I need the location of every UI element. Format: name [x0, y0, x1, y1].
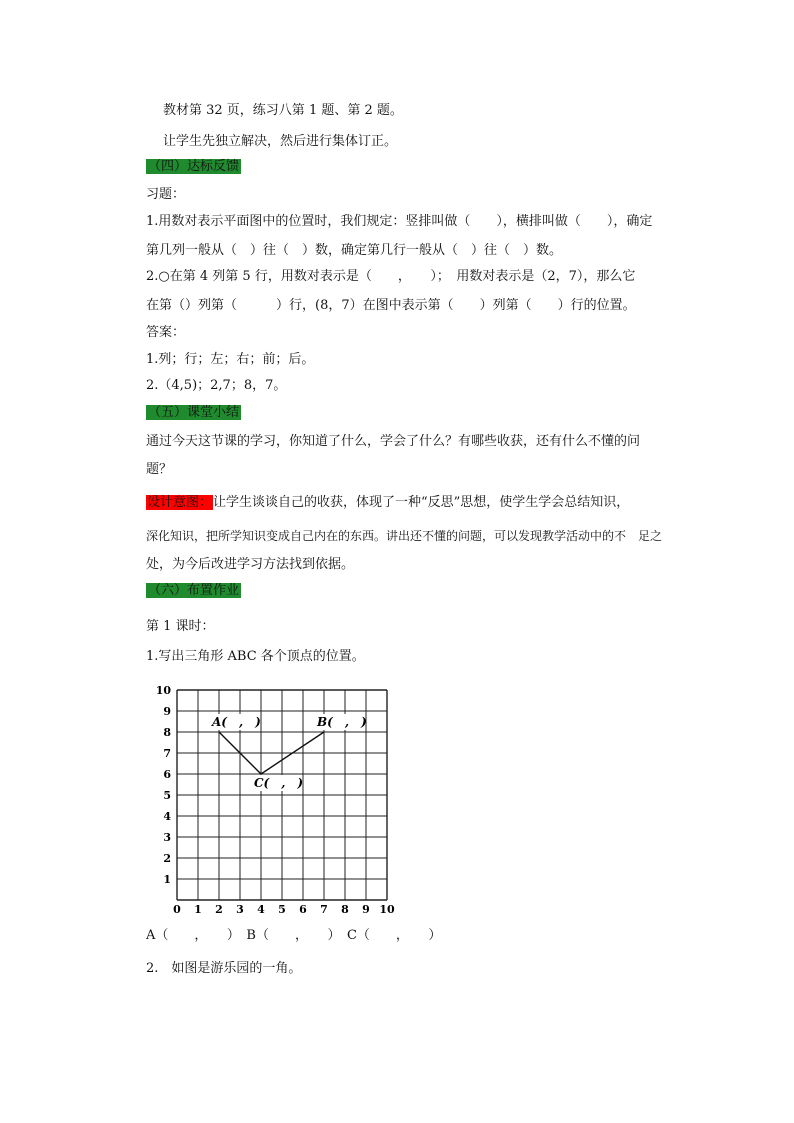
coordinate-grid — [150, 676, 400, 916]
coordinate-grid-figure — [150, 676, 400, 916]
x-tick-label: 3 — [236, 903, 244, 916]
question-line: 1.用数对表示平面图中的位置时，我们规定：竖排叫做（ ），横排叫做（ ），确定 — [146, 214, 653, 229]
x-tick-label: 6 — [299, 903, 307, 916]
y-tick-label: 8 — [163, 726, 171, 739]
design-intent-line — [146, 494, 629, 512]
question-line: 第几列一般从（ ）往（ ）数，确定第几行一般从（ ）往（ ）数。 — [146, 243, 563, 258]
section-heading-6 — [146, 582, 241, 600]
y-tick-label: 7 — [163, 747, 171, 760]
text-line: 通过今天这节课的学习，你知道了什么，学会了什么？有哪些收获，还有什么不懂的问 — [146, 434, 641, 449]
y-tick-label: 3 — [163, 831, 171, 844]
x-tick-label: 10 — [379, 903, 395, 916]
x-tick-label: 7 — [320, 903, 328, 916]
x-tick-label: 2 — [215, 903, 223, 916]
question-line: 在第（）列第（ ）行，(8，7）在图中表示第（ ）列第（ ）行的位置。 — [146, 298, 636, 313]
question-line: 2.○在第 4 列第 5 行，用数对表示是（ ， ）； 用数对表示是（2，7），那么它 — [146, 269, 636, 284]
text-line: 题？ — [146, 462, 173, 477]
answer-blank-row: A（ ， ） B（ ， ） C（ ， ） — [146, 928, 442, 943]
x-tick-label: 1 — [194, 903, 202, 916]
x-tick-label: 5 — [278, 903, 286, 916]
text-line: 教材第 32 页，练习八第 1 题、第 2 题。 — [163, 103, 403, 118]
y-tick-label: 2 — [163, 852, 171, 865]
x-tick-label: 0 — [173, 903, 181, 916]
text-line: 让学生先独立解决，然后进行集体订正。 — [163, 134, 398, 149]
design-intent-text: 让学生谈谈自己的收获，体现了一种“反思”思想，使学生学会总结知识， — [213, 495, 630, 510]
design-intent-label: 设计意图： — [147, 495, 213, 510]
vertex-label-c: C( , ) — [254, 776, 304, 790]
y-tick-label: 4 — [163, 810, 171, 823]
section-heading-label: （四）达标反馈 — [148, 159, 240, 174]
question-line: 2. 如图是游乐园的一角。 — [146, 961, 302, 976]
vertex-label-b: B( , ) — [317, 715, 367, 729]
y-tick-label: 1 — [163, 873, 171, 886]
answer-line: 2.（4,5)；2,7；8，7。 — [146, 378, 287, 393]
question-line: 1.写出三角形 ABC 各个顶点的位置。 — [146, 649, 365, 664]
text-line: 答案： — [146, 325, 186, 340]
section-heading-label: （五）课堂小结 — [148, 405, 240, 420]
x-tick-label: 4 — [257, 903, 265, 916]
section-heading-5 — [146, 404, 241, 422]
text-line: 习题： — [146, 187, 186, 202]
y-tick-label: 6 — [163, 768, 171, 781]
section-heading-label: （六）布置作业 — [148, 583, 240, 598]
vertex-label-a: A( , ) — [212, 715, 261, 729]
y-tick-label: 10 — [155, 684, 171, 697]
text-line: 第 1 课时： — [146, 619, 215, 634]
text-line: 深化知识，把所学知识变成自己内在的东西。讲出还不懂的问题，可以发现教学活动中的不 足之 — [146, 529, 663, 543]
y-tick-label: 9 — [163, 705, 171, 718]
x-tick-label: 9 — [362, 903, 370, 916]
y-tick-label: 5 — [163, 789, 171, 802]
text-line: 处，为今后改进学习方法找到依据。 — [146, 557, 355, 572]
answer-line: 1.列；行；左；右；前；后。 — [146, 352, 315, 367]
x-tick-label: 8 — [341, 903, 349, 916]
section-heading-4 — [146, 158, 241, 176]
